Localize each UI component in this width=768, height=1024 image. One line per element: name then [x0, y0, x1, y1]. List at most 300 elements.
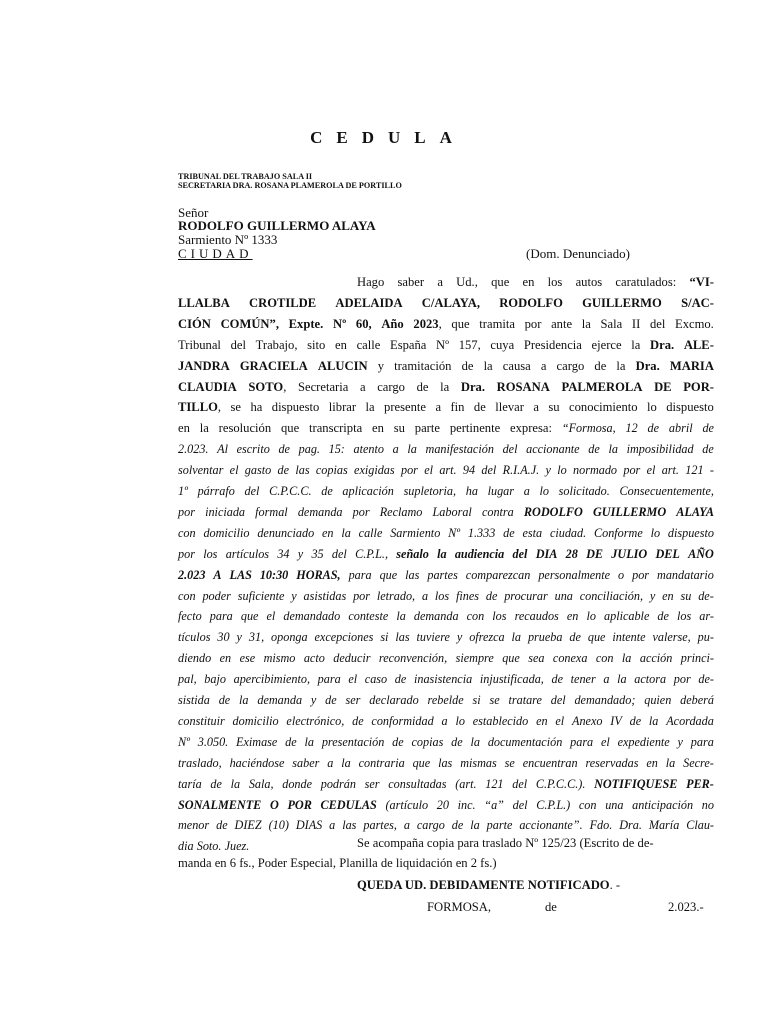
- body-word: Ud.,: [456, 275, 478, 289]
- body-word: ha: [465, 484, 478, 498]
- body-word: pu-: [697, 630, 714, 645]
- body-word: donde: [282, 776, 313, 791]
- body-word: copias: [315, 463, 348, 478]
- body-word: en: [178, 421, 190, 436]
- body-word: de: [702, 442, 714, 457]
- body-word: a: [435, 400, 442, 415]
- body-word: C.P.C.C.).: [535, 776, 586, 791]
- body-word: que: [412, 755, 431, 770]
- body-word: tener: [570, 672, 596, 687]
- body-word: deducir: [333, 651, 371, 666]
- body-word: -: [709, 463, 714, 478]
- body-word: los: [434, 588, 450, 603]
- body-word: de: [629, 713, 642, 728]
- body-word: 121: [685, 463, 704, 478]
- tribunal-header: TRIBUNAL DEL TRABAJO SALA II: [178, 172, 313, 181]
- body-word: 121: [485, 776, 504, 791]
- body-line: [178, 502, 714, 522]
- body-word: conteste: [348, 609, 389, 624]
- body-word: Nº: [436, 337, 450, 352]
- body-word: encuentran: [522, 755, 578, 770]
- body-word: de: [702, 421, 714, 436]
- body-word: 1º: [178, 484, 188, 498]
- body-word: O: [269, 797, 279, 812]
- body-word: Excmo.: [675, 316, 714, 331]
- body-word: por: [353, 588, 370, 603]
- body-word: por: [352, 504, 370, 519]
- body-word: atento: [353, 442, 384, 457]
- body-word: tratare: [508, 693, 542, 707]
- body-word: NOTIFIQUESE: [594, 776, 678, 791]
- body-word: DE: [586, 546, 604, 561]
- body-line: [178, 335, 714, 355]
- body-word: 20: [436, 797, 449, 812]
- document-title: CEDULA: [310, 128, 466, 147]
- domicile-note: (Dom. Denunciado): [526, 246, 630, 261]
- body-word: 2.023.: [178, 442, 209, 457]
- body-word: manifestación: [425, 442, 494, 457]
- body-line: [178, 669, 714, 689]
- copies-line-1: Se acompaña copia para traslado Nº 125/23 (Escrito de de-: [357, 836, 654, 850]
- body-word: la: [621, 651, 632, 666]
- body-line: [178, 711, 714, 731]
- body-line: [178, 606, 714, 626]
- body-word: que: [502, 651, 520, 666]
- body-word: si: [380, 630, 389, 645]
- body-word: Nº: [448, 525, 461, 540]
- body-word: parte: [414, 421, 440, 436]
- body-word: la: [616, 358, 626, 373]
- notified-statement: [357, 878, 620, 893]
- body-word: ofrezca: [469, 630, 505, 645]
- body-word: solventar: [178, 463, 224, 478]
- body-word: demanda: [297, 504, 343, 519]
- body-word: del: [244, 484, 260, 498]
- body-line: [178, 565, 714, 585]
- body-line: [178, 314, 714, 334]
- body-word: María: [648, 818, 680, 833]
- body-word: aplicable: [604, 609, 650, 624]
- body-line: [178, 523, 714, 543]
- body-word: SOTO,: [248, 379, 287, 394]
- body-word: se: [504, 755, 515, 770]
- body-word: se: [489, 693, 500, 707]
- body-word: en: [219, 651, 232, 666]
- body-word: quien: [644, 693, 672, 707]
- body-word: del: [512, 797, 528, 812]
- body-word: DIAS: [295, 818, 323, 833]
- body-line: [178, 293, 714, 313]
- body-word: bajo: [204, 672, 226, 687]
- body-word: PER-: [686, 776, 714, 791]
- body-line: [178, 732, 714, 752]
- body-word: establecido: [472, 713, 529, 728]
- body-word: traslado,: [178, 755, 222, 770]
- body-line: [357, 272, 714, 292]
- body-word: lugar: [487, 484, 515, 498]
- body-word: librar: [328, 400, 357, 415]
- body-word: Nº: [178, 734, 190, 749]
- body-word: Consecuentemente,: [619, 484, 714, 498]
- body-line: [178, 815, 714, 835]
- body-word: Sala: [600, 316, 623, 331]
- body-word: lo: [455, 713, 465, 728]
- body-word: el: [600, 734, 610, 749]
- body-word: de-: [698, 672, 714, 687]
- body-word: y: [545, 463, 551, 478]
- body-word: a: [327, 755, 334, 770]
- body-word: ROSANA: [496, 379, 550, 394]
- body-word: apercibimiento,: [233, 672, 310, 687]
- body-word: Expte.: [288, 316, 324, 331]
- body-word: pertinente: [449, 421, 501, 436]
- body-word: a: [421, 588, 429, 603]
- body-word: accionante: [526, 442, 580, 457]
- body-word: la: [304, 734, 314, 749]
- body-word: del: [481, 463, 497, 478]
- body-word: menor: [178, 818, 210, 833]
- body-word: de: [216, 818, 228, 833]
- body-word: reconvención,: [378, 651, 448, 666]
- body-word: las: [405, 567, 420, 582]
- body-word: para: [317, 672, 341, 687]
- body-word: sea: [528, 651, 545, 666]
- body-word: intente: [612, 630, 646, 645]
- body-word: fines: [455, 588, 479, 603]
- body-word: Conforme: [593, 525, 643, 540]
- body-word: a: [533, 400, 539, 415]
- body-line: [178, 648, 714, 668]
- body-word: C.P.L.,: [355, 546, 389, 561]
- body-word: Laboral: [432, 504, 472, 519]
- body-word: los: [547, 275, 563, 289]
- body-word: en: [372, 421, 384, 436]
- body-word: en: [646, 755, 658, 770]
- body-word: cargo: [556, 358, 585, 373]
- body-line: [178, 795, 714, 815]
- body-word: injustificada,: [479, 672, 544, 687]
- body-word: las: [438, 755, 453, 770]
- body-word: abril: [668, 421, 693, 436]
- body-word: Eximase: [236, 734, 278, 749]
- body-word: Año: [381, 316, 404, 331]
- body-word: conciliación,: [579, 588, 644, 603]
- body-word: GUILLERMO: [582, 295, 662, 310]
- body-word: de: [594, 358, 607, 373]
- body-word: ejerce: [591, 337, 622, 352]
- body-word: los: [203, 546, 218, 561]
- body-word: España: [390, 337, 427, 352]
- body-word: asistidas: [303, 588, 347, 603]
- body-word: ALE-: [683, 337, 714, 352]
- body-word: demandado;: [574, 693, 636, 707]
- body-word: procurar: [504, 588, 548, 603]
- body-word: los: [492, 609, 507, 624]
- body-line: [178, 439, 714, 459]
- body-word: para: [690, 734, 714, 749]
- body-word: haciéndose: [229, 755, 285, 770]
- body-word: DEL: [655, 546, 680, 561]
- body-word: constituir: [178, 713, 225, 728]
- body-word: que: [491, 275, 510, 289]
- body-word: imposibilidad: [626, 442, 694, 457]
- body-word: saber: [397, 275, 425, 289]
- body-word: (artículo: [385, 797, 429, 812]
- body-word: Acordada: [666, 713, 714, 728]
- body-line: [178, 377, 714, 397]
- body-word: R.I.A.J.: [502, 463, 540, 478]
- body-word: JANDRA: [178, 358, 230, 373]
- body-word: la: [470, 818, 480, 833]
- body-word: presentación: [321, 734, 385, 749]
- body-word: “Formosa,: [561, 421, 616, 436]
- body-word: de: [392, 734, 404, 749]
- body-word: siempre: [455, 651, 494, 666]
- body-word: contraria: [358, 755, 405, 770]
- notified-suffix: . -: [609, 878, 621, 892]
- body-word: PALMEROLA: [561, 379, 643, 394]
- body-word: POR-: [683, 379, 714, 394]
- body-word: que: [280, 421, 300, 436]
- body-word: en: [536, 713, 548, 728]
- body-word: la: [631, 337, 641, 352]
- body-word: ante: [551, 316, 573, 331]
- body-word: con: [466, 609, 485, 624]
- body-word: lo: [539, 484, 549, 498]
- body-word: DE: [654, 379, 672, 394]
- body-word: presente: [384, 400, 426, 415]
- body-word: poder: [202, 588, 231, 603]
- body-word: del: [550, 693, 566, 707]
- body-word: domicilio: [232, 713, 279, 728]
- body-word: CIÓN: [178, 316, 211, 331]
- body-word: DIA: [535, 546, 558, 561]
- body-word: en: [662, 588, 674, 603]
- body-word: a: [523, 484, 530, 498]
- body-word: iniciada: [205, 504, 246, 519]
- body-word: escrito: [236, 442, 270, 457]
- body-line: [178, 753, 714, 773]
- body-word: GUILLERMO: [592, 504, 667, 519]
- body-word: C.P.C.C.: [269, 484, 312, 498]
- body-word: 94: [462, 463, 476, 478]
- body-word: Hago: [357, 275, 385, 289]
- body-word: de: [503, 525, 515, 540]
- body-word: la: [199, 421, 209, 436]
- body-word: y: [297, 546, 304, 561]
- footer-de: de: [545, 900, 557, 914]
- body-word: formal: [255, 504, 288, 519]
- body-word: HORAS,: [296, 567, 341, 582]
- body-word: de: [647, 421, 660, 436]
- body-word: conocimiento: [569, 400, 638, 415]
- body-word: II: [631, 316, 641, 331]
- body-word: CEDULAS: [320, 797, 377, 812]
- body-word: mismas: [460, 755, 497, 770]
- body-word: ser: [345, 693, 361, 707]
- body-word: resolución: [218, 421, 272, 436]
- body-word: 3.050.: [197, 734, 229, 749]
- body-word: lo: [650, 525, 661, 540]
- body-word: MARIA: [669, 358, 714, 373]
- body-word: 2023,: [413, 316, 442, 331]
- body-word: 1.333: [467, 525, 496, 540]
- body-word: (art.: [455, 776, 477, 791]
- body-word: expediente: [617, 734, 670, 749]
- body-word: la: [648, 713, 659, 728]
- body-word: actora: [634, 672, 667, 687]
- body-word: supletoria,: [403, 484, 457, 498]
- body-word: C.P.L.): [536, 797, 571, 812]
- recipient-city: CIUDAD: [178, 246, 253, 261]
- body-word: la: [511, 630, 522, 645]
- body-word: letrado,: [376, 588, 416, 603]
- body-word: RODOLFO: [499, 295, 563, 310]
- body-word: del: [502, 442, 518, 457]
- body-word: JULIO: [611, 546, 648, 561]
- body-word: comparezcan: [465, 567, 531, 582]
- body-word: 30: [217, 630, 230, 645]
- body-word: oponga: [271, 630, 308, 645]
- body-line: [178, 460, 714, 480]
- body-word: Tribunal: [178, 337, 221, 352]
- body-word: del: [512, 546, 528, 561]
- body-word: calle: [358, 525, 383, 540]
- body-word: que: [379, 567, 398, 582]
- body-word: pal,: [178, 672, 197, 687]
- body-word: de: [461, 358, 474, 373]
- body-word: mismo: [263, 651, 296, 666]
- body-word: de: [569, 630, 581, 645]
- body-word: a: [403, 818, 410, 833]
- body-word: personalmente: [538, 567, 611, 582]
- body-word: art.: [661, 463, 679, 478]
- body-word: o: [618, 567, 625, 582]
- body-word: de: [416, 379, 429, 394]
- body-word: por: [524, 316, 542, 331]
- body-word: la: [470, 734, 480, 749]
- body-word: su: [393, 421, 405, 436]
- body-word: contra: [481, 504, 514, 519]
- body-word: ese: [239, 651, 256, 666]
- body-word: de: [451, 818, 464, 833]
- body-word: por: [623, 463, 641, 478]
- body-word: lo: [647, 400, 657, 415]
- body-word: Anexo: [572, 713, 603, 728]
- footer-year: 2.023.-: [668, 900, 704, 914]
- body-word: 28: [565, 546, 578, 561]
- body-word: la: [665, 755, 676, 770]
- body-word: cargo: [416, 818, 445, 833]
- body-word: inasistencia: [413, 672, 473, 687]
- body-word: exigidas: [354, 463, 395, 478]
- body-word: Fdo.: [589, 818, 613, 833]
- body-word: su: [548, 400, 560, 415]
- body-word: valerse,: [652, 630, 691, 645]
- body-word: “VI-: [689, 275, 714, 289]
- body-word: anticipación: [632, 797, 694, 812]
- body-word: sistida: [178, 693, 210, 707]
- body-word: de: [352, 713, 364, 728]
- body-word: y: [236, 630, 242, 645]
- body-word: accionante”.: [519, 818, 583, 833]
- body-word: los: [677, 609, 692, 624]
- body-word: de: [473, 400, 486, 415]
- body-line: [178, 627, 714, 647]
- body-word: Nº: [332, 316, 347, 331]
- body-word: conformidad: [371, 713, 434, 728]
- body-word: con: [178, 588, 196, 603]
- body-word: a: [540, 358, 547, 373]
- body-word: el: [555, 713, 565, 728]
- body-word: ADELAIDA: [335, 295, 403, 310]
- body-word: recaudos: [514, 609, 559, 624]
- body-word: que: [451, 316, 470, 331]
- body-word: dispuesto: [667, 525, 714, 540]
- body-word: 34: [277, 546, 290, 561]
- body-line: [178, 481, 714, 501]
- body-word: artículos: [225, 546, 270, 561]
- body-word: a: [392, 442, 399, 457]
- body-word: a: [329, 818, 336, 833]
- body-word: expresa:: [510, 421, 552, 436]
- body-word: normado: [573, 463, 618, 478]
- body-word: Secretaria: [298, 379, 349, 394]
- body-word: Dra.: [619, 818, 642, 833]
- body-word: CROTILDE: [249, 295, 317, 310]
- body-word: ser: [364, 776, 380, 791]
- body-word: rebelde: [427, 693, 464, 707]
- body-word: fecto: [178, 609, 202, 624]
- body-word: en: [522, 275, 535, 289]
- body-word: la: [230, 776, 241, 791]
- body-word: Presidencia: [523, 337, 582, 352]
- body-word: causa: [502, 358, 531, 373]
- body-word: Dra.: [635, 358, 660, 373]
- body-word: consultadas: [388, 776, 447, 791]
- body-word: del: [649, 316, 666, 331]
- body-word: TILLO,: [178, 400, 222, 415]
- body-word: de: [551, 672, 564, 687]
- body-word: el: [424, 463, 434, 478]
- body-word: RODOLFO: [523, 504, 583, 519]
- body-word: párrafo: [197, 484, 235, 498]
- body-word: que: [240, 609, 259, 624]
- body-word: la: [365, 400, 375, 415]
- body-word: denunciado: [257, 525, 315, 540]
- body-word: tuviere: [416, 630, 450, 645]
- body-word: y: [456, 630, 463, 645]
- recipient-name: RODOLFO GUILLERMO ALAYA: [178, 218, 376, 233]
- body-word: la: [437, 546, 447, 561]
- body-word: de: [588, 442, 600, 457]
- body-word: con: [178, 525, 196, 540]
- body-word: y: [677, 734, 683, 749]
- body-line: [178, 397, 714, 417]
- body-word: autos: [575, 275, 603, 289]
- body-word: 2.023: [178, 567, 206, 582]
- body-word: ALAYA: [676, 504, 714, 519]
- body-word: calle: [356, 337, 381, 352]
- body-word: mandatario: [657, 567, 714, 582]
- body-word: cuya: [490, 337, 515, 352]
- body-word: las: [342, 818, 357, 833]
- body-word: suficiente: [237, 588, 285, 603]
- body-word: SONALMENTE: [178, 797, 262, 812]
- body-word: audiencia: [454, 546, 505, 561]
- body-line: [178, 774, 714, 794]
- body-word: ALUCIN: [317, 358, 368, 373]
